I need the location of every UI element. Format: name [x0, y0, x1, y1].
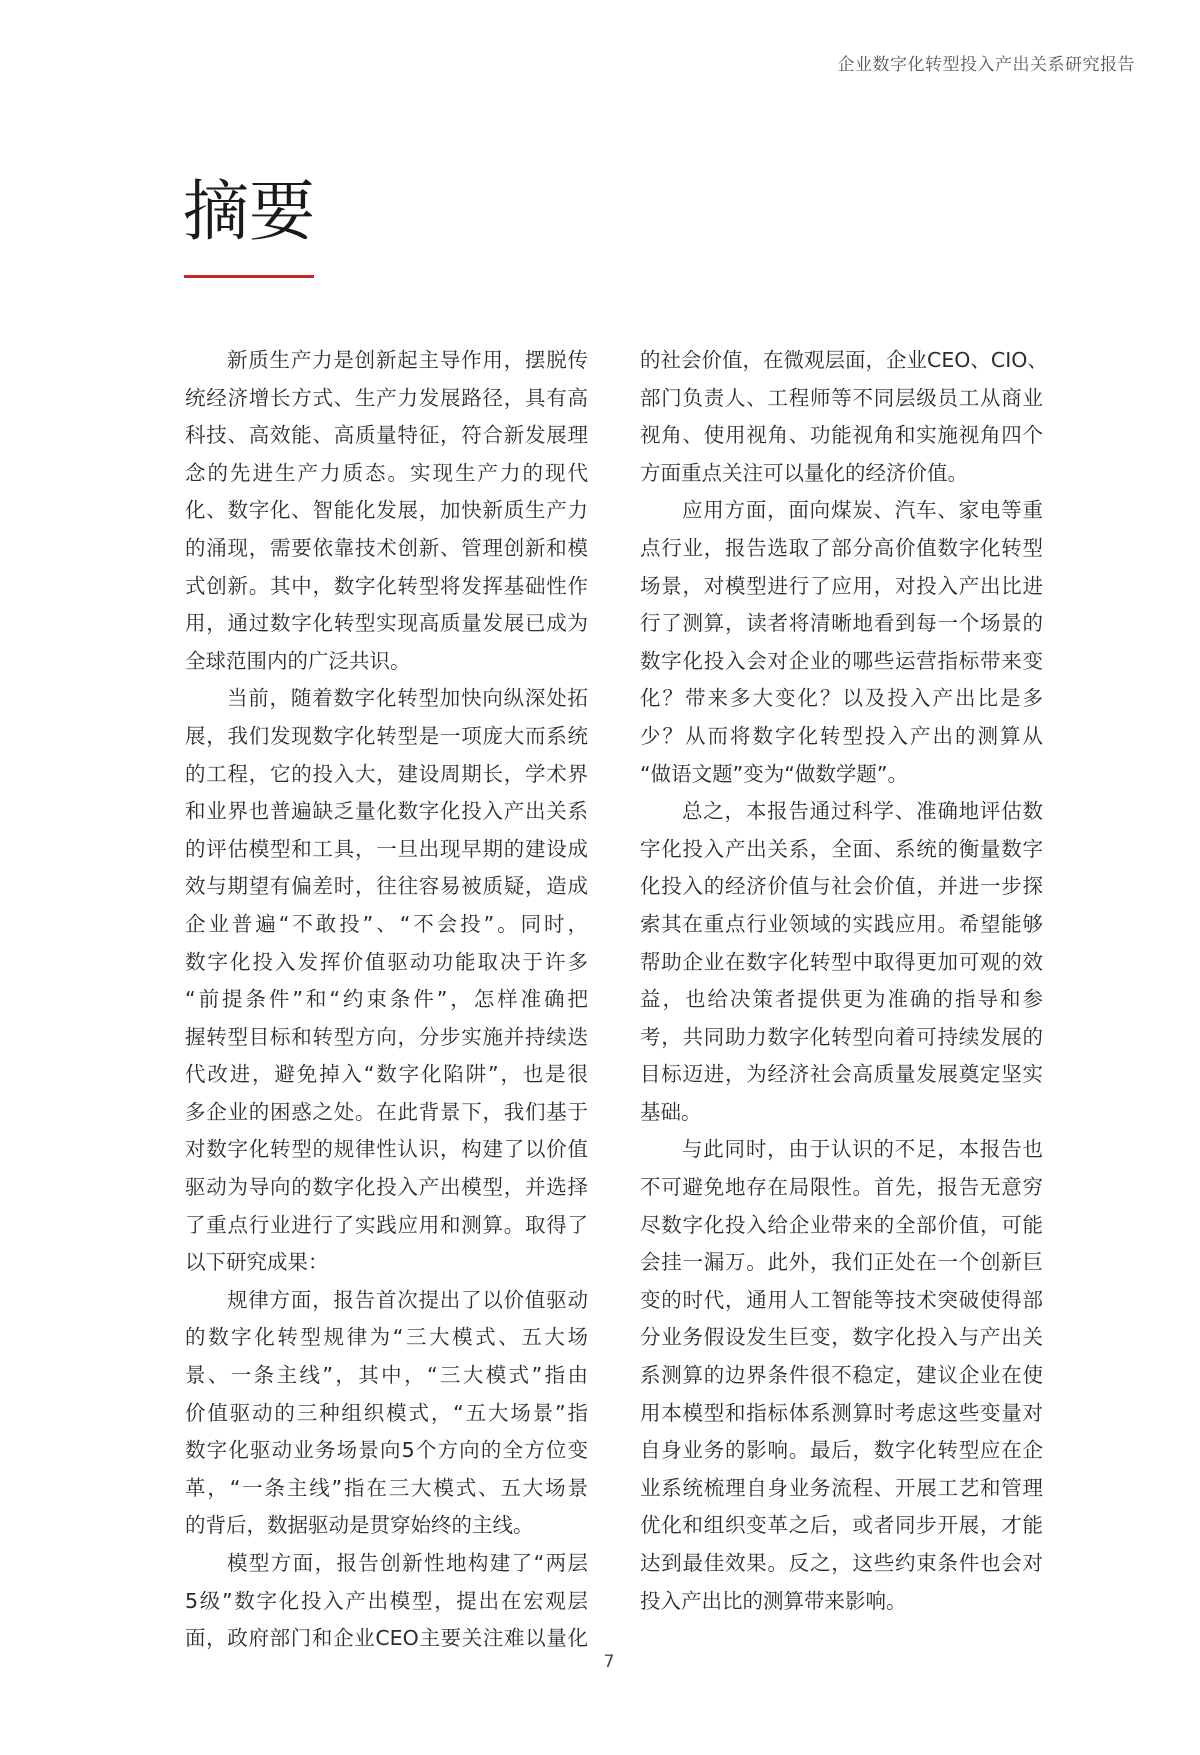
text-line: 数字化投入发挥价值驱动功能取决于许多	[185, 949, 588, 974]
text-line: 模型方面，报告创新性地构建了“两层	[227, 1551, 588, 1575]
text-line: 念的先进生产力质态。实现生产力的现代	[185, 460, 588, 485]
right-column	[640, 342, 1048, 1620]
text-line: 多企业的困惑之处。在此背景下，我们基于	[185, 1099, 588, 1124]
text-line: 面，政府部门和企业CEO主要关注难以量化	[185, 1626, 588, 1651]
text-line: 尽数字化投入给企业带来的全部价值，可能	[640, 1212, 1043, 1237]
running-header: 企业数字化转型投入产出关系研究报告	[837, 55, 1135, 75]
text-line: 当前，随着数字化转型加快向纵深处拓	[227, 686, 588, 711]
text-line: 与此同时，由于认识的不足，本报告也	[682, 1137, 1043, 1162]
text-line: 了重点行业进行了实践应用和测算。取得了	[185, 1212, 588, 1237]
text-line: 点行业，报告选取了部分高价值数字化转型	[640, 535, 1043, 560]
text-line: 规律方面，报告首次提出了以价值驱动	[227, 1287, 588, 1312]
text-line: 新质生产力是创新起主导作用，摆脱传	[227, 348, 588, 372]
text-line: 总之，本报告通过科学、准确地评估数	[682, 799, 1043, 824]
text-line: 投入产出比的测算带来影响。	[640, 1588, 907, 1613]
text-line: “前提条件”和“约束条件”，怎样准确把	[185, 987, 588, 1012]
text-line: 视角、使用视角、功能视角和实施视角四个	[640, 423, 1043, 448]
page-title: 摘要	[183, 173, 315, 250]
text-line: 化？带来多大变化？以及投入产出比是多	[640, 686, 1043, 711]
text-line: 代改进，避免掉入“数字化陷阱”，也是很	[185, 1062, 588, 1087]
text-line: 益，也给决策者提供更为准确的指导和参	[640, 987, 1043, 1012]
paragraph	[640, 492, 1043, 793]
text-line: 科技、高效能、高质量特征，符合新发展理	[185, 423, 588, 448]
text-line: 5级”数字化投入产出模型，提出在宏观层	[185, 1588, 588, 1613]
text-line: 应用方面，面向煤炭、汽车、家电等重	[682, 498, 1043, 523]
text-line: 基础。	[640, 1099, 702, 1124]
text-line: 价值驱动的三种组织模式，“五大场景”指	[185, 1400, 588, 1425]
paragraph	[185, 1282, 588, 1545]
text-line: 系测算的边界条件很不稳定，建议企业在使	[640, 1363, 1043, 1388]
text-line: 数字化驱动业务场景向5个方向的全方位变	[185, 1438, 588, 1463]
text-line: 用本模型和指标体系测算时考虑这些变量对	[640, 1400, 1043, 1425]
text-line: 化投入的经济价值与社会价值，并进一步探	[640, 874, 1043, 899]
text-line: 不可避免地存在局限性。首先，报告无意穷	[640, 1175, 1043, 1200]
text-line: 业系统梳理自身业务流程、开展工艺和管理	[640, 1475, 1043, 1500]
text-line: 的社会价值，在微观层面，企业CEO、CIO、	[640, 348, 1048, 372]
text-line: 的评估模型和工具，一旦出现早期的建设成	[185, 836, 588, 861]
text-line: 场景，对模型进行了应用，对投入产出比进	[640, 573, 1043, 598]
text-line: 的背后，数据驱动是贯穿始终的主线。	[185, 1513, 534, 1538]
paragraph	[640, 1131, 1043, 1620]
text-line: 行了测算，读者将清晰地看到每一个场景的	[640, 611, 1043, 636]
text-line: 会挂一漏万。此外，我们正处在一个创新巨	[640, 1250, 1043, 1275]
text-line: 变的时代，通用人工智能等技术突破使得部	[640, 1287, 1043, 1312]
text-line: 统经济增长方式、生产力发展路径，具有高	[185, 385, 588, 410]
paragraph	[185, 342, 588, 680]
paragraph	[640, 342, 1048, 492]
paragraph	[185, 1545, 588, 1658]
text-line: 对数字化转型的规律性认识，构建了以价值	[185, 1137, 588, 1162]
text-line: 和业界也普遍缺乏量化数字化投入产出关系	[185, 799, 588, 824]
text-line: 的数字化转型规律为“三大模式、五大场	[185, 1325, 588, 1350]
text-line: 以下研究成果：	[185, 1250, 329, 1275]
paragraph	[185, 680, 588, 1282]
text-line: 景、一条主线”，其中，“三大模式”指由	[185, 1363, 588, 1388]
page-number: 7	[603, 1652, 615, 1672]
text-line: 索其在重点行业领域的实践应用。希望能够	[640, 911, 1043, 936]
text-line: 式创新。其中，数字化转型将发挥基础性作	[185, 573, 588, 598]
text-line: 数字化投入会对企业的哪些运营指标带来变	[640, 648, 1043, 673]
text-line: 少？从而将数字化转型投入产出的测算从	[640, 723, 1043, 748]
text-line: 分业务假设发生巨变，数字化投入与产出关	[640, 1325, 1043, 1350]
text-line: 部门负责人、工程师等不同层级员工从商业	[640, 385, 1043, 410]
text-line: 的涌现，需要依靠技术创新、管理创新和模	[185, 535, 588, 560]
text-line: 考，共同助力数字化转型向着可持续发展的	[640, 1024, 1043, 1049]
text-line: 字化投入产出关系，全面、系统的衡量数字	[640, 836, 1043, 861]
text-line: 的工程，它的投入大，建设周期长，学术界	[185, 761, 588, 786]
text-line: 化、数字化、智能化发展，加快新质生产力	[185, 498, 588, 523]
text-line: 效与期望有偏差时，往往容易被质疑，造成	[185, 874, 588, 899]
text-line: 优化和组织变革之后，或者同步开展，才能	[640, 1513, 1043, 1538]
text-line: 帮助企业在数字化转型中取得更加可观的效	[640, 949, 1043, 974]
text-line: 目标迈进，为经济社会高质量发展奠定坚实	[640, 1062, 1043, 1087]
text-line: 展，我们发现数字化转型是一项庞大而系统	[185, 723, 588, 748]
text-line: 自身业务的影响。最后，数字化转型应在企	[640, 1438, 1043, 1463]
paragraph	[640, 793, 1043, 1131]
text-line: 革，“一条主线”指在三大模式、五大场景	[185, 1475, 588, 1500]
text-line: 企业普遍“不敢投”、“不会投”。同时，	[185, 911, 588, 936]
text-line: 方面重点关注可以量化的经济价值。	[640, 460, 968, 485]
left-column	[185, 342, 588, 1658]
text-line: 全球范围内的广泛共识。	[185, 648, 411, 673]
text-line: 用，通过数字化转型实现高质量发展已成为	[185, 611, 588, 636]
text-line: 驱动为导向的数字化投入产出模型，并选择	[185, 1175, 588, 1200]
text-line: 达到最佳效果。反之，这些约束条件也会对	[640, 1551, 1043, 1575]
text-line: 握转型目标和转型方向，分步实施并持续迭	[185, 1024, 588, 1049]
title-underline-divider	[184, 275, 314, 278]
text-line: “做语文题”变为“做数学题”。	[640, 761, 908, 786]
